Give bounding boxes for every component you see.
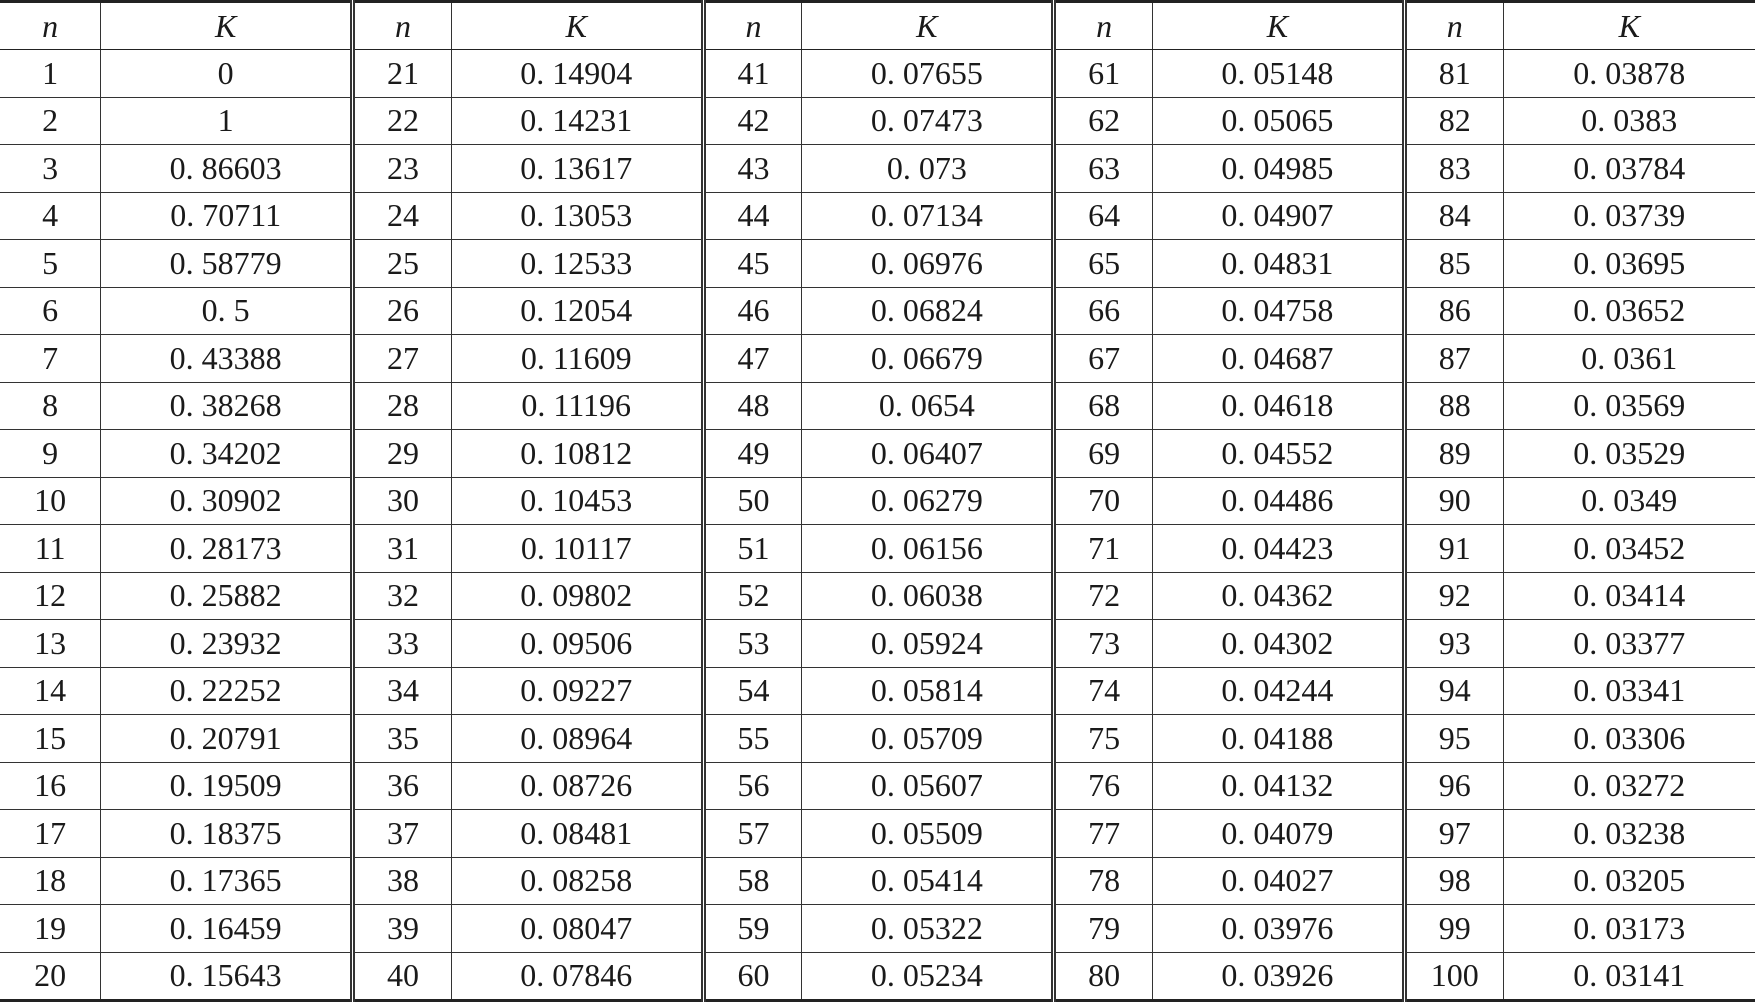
table-body [0,50,1755,1001]
cell-k: 0. 86603 [101,145,353,193]
cell-n: 75 [1054,715,1153,763]
cell-k: 0. 04552 [1152,430,1404,478]
cell-n: 92 [1404,572,1503,620]
cell-k: 0. 05924 [802,620,1054,668]
cell-k: 0. 05148 [1152,50,1404,98]
cell-k: 0. 05607 [802,762,1054,810]
cell-n: 40 [353,952,452,1001]
cell-k: 0. 43388 [101,335,353,383]
cell-k: 0. 07846 [451,952,703,1001]
cell-k: 0. 03569 [1503,382,1755,430]
cell-n: 3 [0,145,101,193]
cell-n: 73 [1054,620,1153,668]
cell-k: 0. 06038 [802,572,1054,620]
cell-k: 0. 15643 [101,952,353,1001]
cell-k: 0. 04907 [1152,192,1404,240]
cell-n: 2 [0,97,101,145]
table-row [0,905,1755,953]
cell-k: 0. 09227 [451,667,703,715]
table-row [0,715,1755,763]
cell-k: 0. 073 [802,145,1054,193]
cell-k: 0. 03878 [1503,50,1755,98]
cell-n: 76 [1054,762,1153,810]
cell-n: 69 [1054,430,1153,478]
cell-n: 9 [0,430,101,478]
cell-k: 0. 09802 [451,572,703,620]
table-row [0,477,1755,525]
cell-k: 0. 08964 [451,715,703,763]
cell-n: 62 [1054,97,1153,145]
cell-n: 51 [703,525,802,573]
cell-n: 44 [703,192,802,240]
table-row [0,667,1755,715]
cell-n: 66 [1054,287,1153,335]
cell-k: 0. 10117 [451,525,703,573]
cell-k: 0. 13617 [451,145,703,193]
cell-n: 27 [353,335,452,383]
cell-k: 0. 03529 [1503,430,1755,478]
cell-k: 0. 04618 [1152,382,1404,430]
cell-n: 29 [353,430,452,478]
cell-n: 45 [703,240,802,288]
table-row [0,525,1755,573]
table-row [0,287,1755,335]
cell-k: 0. 20791 [101,715,353,763]
cell-n: 68 [1054,382,1153,430]
cell-n: 82 [1404,97,1503,145]
header-k-group-1: K [101,2,353,50]
header-n-group-3: n [703,2,802,50]
cell-n: 57 [703,810,802,858]
cell-n: 22 [353,97,452,145]
cell-k: 0. 11609 [451,335,703,383]
cell-k: 0. 08726 [451,762,703,810]
cell-k: 0. 06679 [802,335,1054,383]
cell-n: 61 [1054,50,1153,98]
cell-n: 53 [703,620,802,668]
cell-n: 59 [703,905,802,953]
cell-k: 0. 70711 [101,192,353,240]
cell-n: 85 [1404,240,1503,288]
cell-k: 0. 06279 [802,477,1054,525]
header-k-group-2: K [451,2,703,50]
cell-n: 100 [1404,952,1503,1001]
cell-k: 0. 05509 [802,810,1054,858]
table-row [0,50,1755,98]
cell-k: 0. 12533 [451,240,703,288]
cell-k: 0. 03926 [1152,952,1404,1001]
header-k-group-4: K [1152,2,1404,50]
table-row [0,810,1755,858]
table-row [0,382,1755,430]
cell-n: 35 [353,715,452,763]
cell-n: 7 [0,335,101,383]
cell-k: 0. 19509 [101,762,353,810]
cell-k: 0. 04687 [1152,335,1404,383]
table-row [0,192,1755,240]
cell-n: 21 [353,50,452,98]
cell-n: 1 [0,50,101,98]
cell-n: 48 [703,382,802,430]
cell-n: 98 [1404,857,1503,905]
cell-k: 0. 04132 [1152,762,1404,810]
cell-n: 99 [1404,905,1503,953]
cell-k: 0. 10812 [451,430,703,478]
header-k-group-3: K [802,2,1054,50]
cell-n: 32 [353,572,452,620]
cell-n: 58 [703,857,802,905]
cell-n: 88 [1404,382,1503,430]
cell-n: 80 [1054,952,1153,1001]
cell-k: 0. 14231 [451,97,703,145]
cell-k: 0. 05414 [802,857,1054,905]
cell-k: 0. 06156 [802,525,1054,573]
cell-k: 0. 22252 [101,667,353,715]
cell-n: 26 [353,287,452,335]
header-n-group-5: n [1404,2,1503,50]
cell-n: 6 [0,287,101,335]
cell-n: 56 [703,762,802,810]
cell-n: 15 [0,715,101,763]
cell-n: 91 [1404,525,1503,573]
cell-n: 47 [703,335,802,383]
cell-k: 0. 0361 [1503,335,1755,383]
cell-n: 54 [703,667,802,715]
cell-k: 0. 03414 [1503,572,1755,620]
cell-k: 0. 05065 [1152,97,1404,145]
cell-k: 0. 04486 [1152,477,1404,525]
cell-n: 93 [1404,620,1503,668]
table-row [0,430,1755,478]
cell-k: 0. 04831 [1152,240,1404,288]
cell-n: 84 [1404,192,1503,240]
cell-k: 0. 0349 [1503,477,1755,525]
cell-n: 42 [703,97,802,145]
cell-k: 0. 18375 [101,810,353,858]
cell-n: 24 [353,192,452,240]
cell-n: 5 [0,240,101,288]
cell-n: 86 [1404,287,1503,335]
cell-k: 0. 04244 [1152,667,1404,715]
cell-k: 0. 03272 [1503,762,1755,810]
cell-k: 0. 12054 [451,287,703,335]
cell-n: 13 [0,620,101,668]
cell-k: 0. 08481 [451,810,703,858]
cell-k: 0. 05814 [802,667,1054,715]
cell-k: 0. 04758 [1152,287,1404,335]
cell-n: 38 [353,857,452,905]
table-row [0,240,1755,288]
table-header-row [0,2,1755,50]
cell-n: 79 [1054,905,1153,953]
cell-n: 72 [1054,572,1153,620]
table-row [0,145,1755,193]
cell-n: 65 [1054,240,1153,288]
header-n-group-2: n [353,2,452,50]
cell-k: 0. 25882 [101,572,353,620]
cell-n: 23 [353,145,452,193]
cell-k: 0. 03976 [1152,905,1404,953]
cell-n: 10 [0,477,101,525]
cell-n: 41 [703,50,802,98]
cell-k: 0. 08258 [451,857,703,905]
cell-k: 0. 30902 [101,477,353,525]
cell-n: 52 [703,572,802,620]
cell-k: 0. 03173 [1503,905,1755,953]
cell-n: 16 [0,762,101,810]
cell-n: 17 [0,810,101,858]
cell-n: 30 [353,477,452,525]
table-row [0,762,1755,810]
cell-n: 43 [703,145,802,193]
cell-k: 0. 03141 [1573,957,1686,994]
table-row [0,97,1755,145]
cell-n: 78 [1054,857,1153,905]
cell-k: 0. 0383 [1503,97,1755,145]
cell-n: 95 [1404,715,1503,763]
cell-k: 0. 16459 [101,905,353,953]
cell-k: 0. 04423 [1152,525,1404,573]
cell-k: 0. 04302 [1152,620,1404,668]
cell-n: 4 [0,192,101,240]
cell-n: 74 [1054,667,1153,715]
cell-n: 64 [1054,192,1153,240]
cell-n: 31 [353,525,452,573]
cell-n: 28 [353,382,452,430]
cell-k: 0. 05322 [802,905,1054,953]
cell-k: 0 [101,50,353,98]
cell-k: 0. 06824 [802,287,1054,335]
cell-k: 0. 13053 [451,192,703,240]
cell-n: 94 [1404,667,1503,715]
cell-n: 11 [0,525,101,573]
cell-n: 96 [1404,762,1503,810]
cell-n: 89 [1404,430,1503,478]
cell-k: 0. 23932 [101,620,353,668]
cell-n: 39 [353,905,452,953]
cell-n: 46 [703,287,802,335]
cell-k: 0. 03452 [1503,525,1755,573]
cell-k: 0. 03695 [1503,240,1755,288]
cell-k: 0. 07134 [802,192,1054,240]
cell-k: 0. 04188 [1152,715,1404,763]
cell-k: 0. 0654 [802,382,1054,430]
cell-k: 0. 03652 [1503,287,1755,335]
cell-k: 0. 28173 [101,525,353,573]
cell-k: 0. 04362 [1152,572,1404,620]
cell-k: 0. 03238 [1503,810,1755,858]
cell-k: 0. 10453 [451,477,703,525]
table-row [0,620,1755,668]
table-row [0,857,1755,905]
cell-k: 0. 03784 [1503,145,1755,193]
cell-k: 0. 09506 [451,620,703,668]
cell-n: 97 [1404,810,1503,858]
cell-n: 50 [703,477,802,525]
header-n-group-1: n [0,2,101,50]
cell-k: 0. 05234 [802,952,1054,1001]
cell-n: 55 [703,715,802,763]
cell-n: 60 [703,952,802,1001]
cell-n: 77 [1054,810,1153,858]
cell-n: 71 [1054,525,1153,573]
cell-k: 0. 14904 [451,50,703,98]
header-n-group-4: n [1054,2,1153,50]
table-row [0,952,1755,1001]
cell-k: 0. 04079 [1152,810,1404,858]
cell-k: 0. 04985 [1152,145,1404,193]
cell-k: 0. 04027 [1152,857,1404,905]
cell-k: 0. 17365 [101,857,353,905]
cell-n: 90 [1404,477,1503,525]
cell-n: 87 [1404,335,1503,383]
cell-k: 0. 07473 [802,97,1054,145]
cell-k: 0. 5 [101,287,353,335]
cell-k: 1 [101,97,353,145]
cell-k: 0. 58779 [101,240,353,288]
cell-k: 0. 38268 [101,382,353,430]
cell-n: 81 [1404,50,1503,98]
cell-n: 70 [1054,477,1153,525]
cell-n: 14 [0,667,101,715]
cell-k: 0. 03341 [1503,667,1755,715]
cell-k: 0. 06976 [802,240,1054,288]
cell-n: 63 [1054,145,1153,193]
cell-k: 0. 03739 [1503,192,1755,240]
cell-n: 67 [1054,335,1153,383]
table-row [0,335,1755,383]
cell-n: 37 [353,810,452,858]
cell-n: 36 [353,762,452,810]
cell-n: 49 [703,430,802,478]
cell-n: 34 [353,667,452,715]
cell-n: 19 [0,905,101,953]
cell-k: 0. 06407 [802,430,1054,478]
cell-k: 0. 03377 [1503,620,1755,668]
cell-k: 0. 08047 [451,905,703,953]
cell-k: 0. 34202 [101,430,353,478]
cell-n: 20 [0,952,101,1001]
cell-n: 83 [1404,145,1503,193]
cell-n: 33 [353,620,452,668]
table-row [0,572,1755,620]
cell-k: 0. 07655 [802,50,1054,98]
cell-n: 25 [353,240,452,288]
cell-k: 0. 03306 [1503,715,1755,763]
cell-n: 18 [0,857,101,905]
cell-k: 0. 05709 [802,715,1054,763]
cell-n: 12 [0,572,101,620]
cell-n: 8 [0,382,101,430]
cell-k: 0. 03205 [1503,857,1755,905]
cell-k: 0. 11196 [451,382,703,430]
header-k-group-5: K [1503,2,1755,50]
